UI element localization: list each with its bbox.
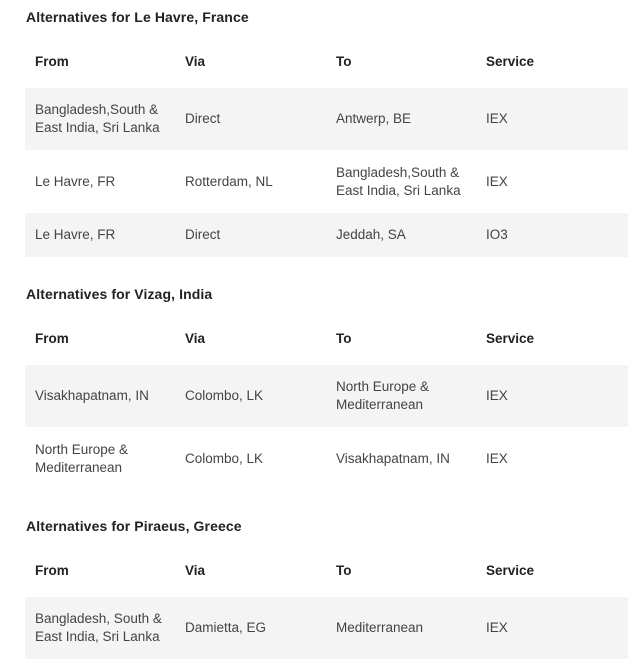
cell-to: Mediterranean: [336, 620, 424, 635]
cell-via: Colombo, LK: [185, 450, 264, 466]
table-row: [25, 88, 628, 150]
column-header-via: Via: [185, 54, 206, 69]
table-row: [25, 213, 628, 257]
column-header-to: To: [336, 54, 352, 69]
column-header-service: Service: [486, 54, 535, 69]
cell-service: IEX: [486, 111, 508, 126]
column-header-from: From: [35, 563, 69, 578]
cell-from: Le Havre, FR: [35, 227, 116, 242]
table-row: [25, 597, 628, 659]
cell-service: IEX: [486, 388, 508, 403]
cell-to: Antwerp, BE: [336, 111, 412, 126]
cell-to: Visakhapatnam, IN: [336, 450, 450, 466]
table-row: [25, 365, 628, 427]
section-title: Alternatives for Le Havre, France: [26, 9, 249, 25]
cell-service: IEX: [486, 173, 508, 189]
cell-to: North Europe & Mediterranean: [336, 379, 430, 412]
cell-via: Direct: [185, 227, 221, 242]
column-header-to: To: [336, 331, 352, 346]
column-header-service: Service: [486, 563, 535, 578]
cell-via: Damietta, EG: [185, 620, 267, 635]
column-header-to: To: [336, 563, 352, 578]
table-header: [25, 313, 628, 366]
table-header: [25, 545, 628, 598]
table-header: [25, 36, 628, 89]
cell-from: Bangladesh,South & East India, Sri Lanka: [35, 102, 160, 135]
cell-from: Bangladesh, South & East India, Sri Lanka: [35, 611, 162, 644]
cell-via: Rotterdam, NL: [185, 173, 273, 189]
cell-service: IO3: [486, 227, 508, 242]
section-title: Alternatives for Vizag, India: [26, 286, 213, 302]
column-header-via: Via: [185, 563, 206, 578]
cell-from: Visakhapatnam, IN: [35, 388, 149, 403]
cell-from: Le Havre, FR: [35, 173, 116, 189]
section-title: Alternatives for Piraeus, Greece: [26, 518, 242, 534]
table-row: [25, 427, 628, 490]
table-row: [25, 150, 628, 213]
cell-to: Jeddah, SA: [336, 227, 406, 242]
cell-via: Colombo, LK: [185, 388, 264, 403]
column-header-service: Service: [486, 331, 535, 346]
column-header-from: From: [35, 54, 69, 69]
cell-service: IEX: [486, 620, 508, 635]
cell-to: Bangladesh,South & East India, Sri Lanka: [336, 164, 461, 198]
cell-via: Direct: [185, 111, 221, 126]
cell-from: North Europe & Mediterranean: [35, 441, 129, 475]
column-header-from: From: [35, 331, 69, 346]
column-header-via: Via: [185, 331, 206, 346]
cell-service: IEX: [486, 450, 508, 466]
